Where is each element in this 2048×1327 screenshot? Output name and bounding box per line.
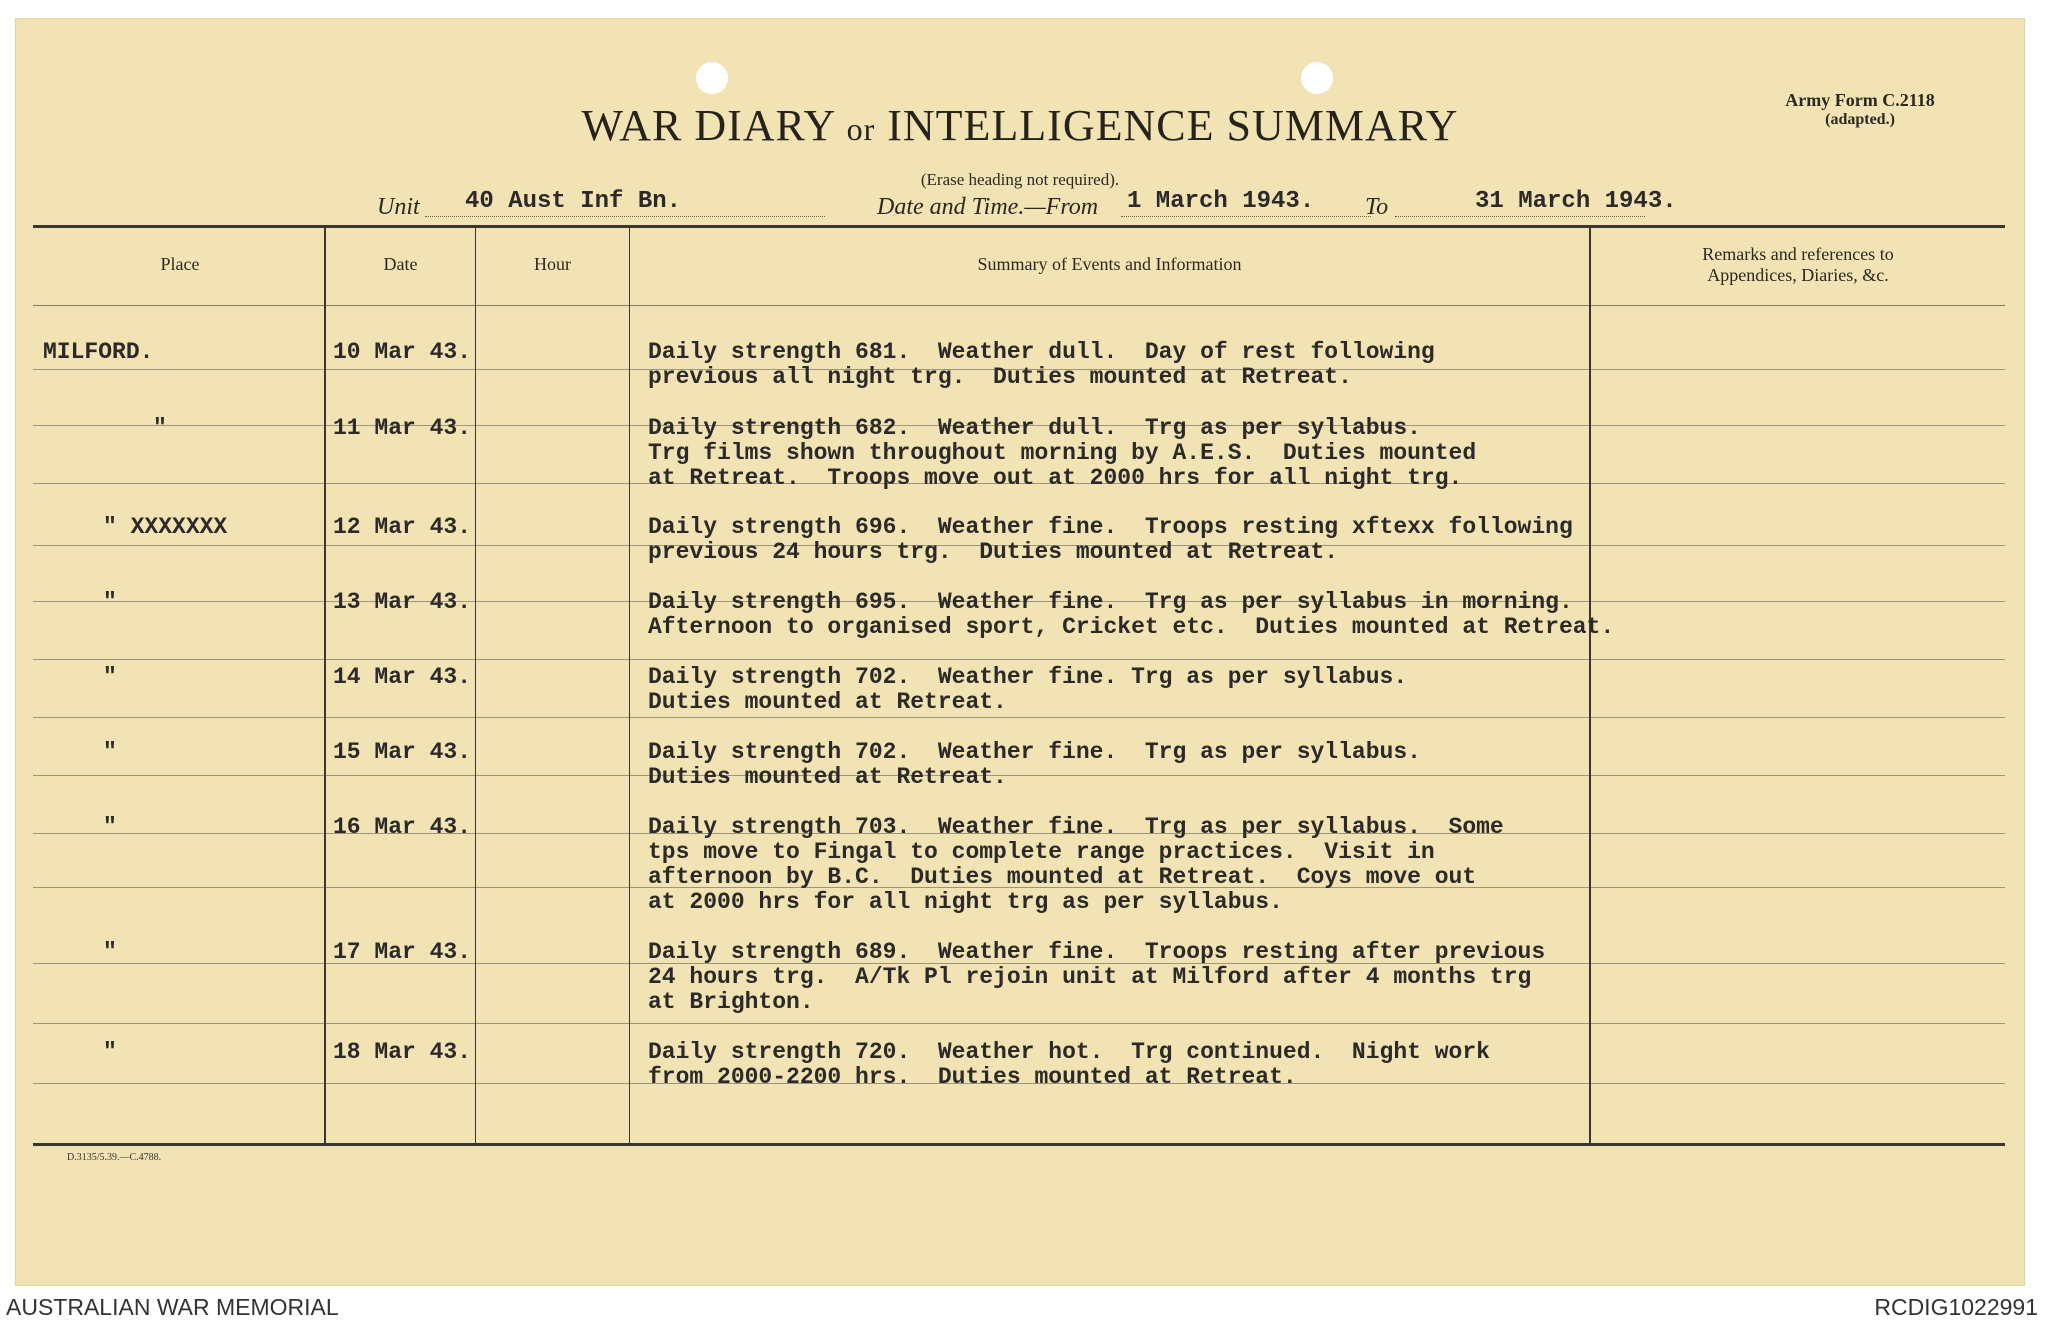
entry-date: 12 Mar 43. [333, 514, 472, 540]
entry-summary: Daily strength 702. Weather fine. Trg as per syllabus. Duties mounted at Retreat. [648, 664, 1408, 715]
header-rule [33, 305, 2005, 306]
unit-label: Unit [377, 194, 420, 220]
army-form-label: Army Form C.2118 (adapted.) [1785, 90, 1935, 128]
column-rule [629, 227, 630, 1143]
row-rule [33, 717, 2005, 718]
entry-place: " XXXXXXX [103, 514, 228, 540]
unit-dotted-line [425, 216, 825, 217]
entry-place: " [103, 739, 117, 765]
col-header-place: Place [160, 254, 200, 274]
entry-place: " [103, 589, 117, 615]
entry-date: 17 Mar 43. [333, 939, 472, 965]
archive-credit: AUSTRALIAN WAR MEMORIAL [6, 1294, 339, 1320]
col-header-remarks: Remarks and references to Appendices, Diaries, &c. [1702, 244, 1894, 285]
column-rule [324, 227, 326, 1143]
entry-summary: Daily strength 720. Weather hot. Trg continued. Night work from 2000-2200 hrs. Duties mounted at Retreat. [648, 1039, 1490, 1090]
row-rule [33, 1023, 2005, 1024]
entry-summary: Daily strength 689. Weather fine. Troops resting after previous 24 hours trg. A/Tk Pl rejoin unit at Milford after 4 months trg at Brighton. [648, 939, 1546, 1015]
col-header-summary: Summary of Events and Information [977, 254, 1242, 274]
punch-hole [696, 62, 728, 94]
entry-place: " [103, 664, 117, 690]
diary-page [15, 18, 2025, 1286]
table-bottom-rule [33, 1143, 2005, 1146]
entry-summary: Daily strength 702. Weather fine. Trg as per syllabus. Duties mounted at Retreat. [648, 739, 1421, 790]
to-dotted-line [1395, 216, 1645, 217]
entry-place: " [103, 1039, 117, 1065]
from-dotted-line [1121, 216, 1371, 217]
entry-summary: Daily strength 681. Weather dull. Day of rest following previous all night trg. Duties mounted at Retreat. [648, 339, 1435, 390]
entry-place: " [153, 415, 167, 441]
entry-date: 18 Mar 43. [333, 1039, 472, 1065]
entry-summary: Daily strength 695. Weather fine. Trg as per syllabus in morning. Afternoon to organised sport, Cricket etc. Duties mounted at Retreat. [648, 589, 1615, 640]
entry-date: 14 Mar 43. [333, 664, 472, 690]
entry-date: 10 Mar 43. [333, 339, 472, 365]
entry-summary: Daily strength 703. Weather fine. Trg as per syllabus. Some tps move to Fingal to complete range practices. Visit in afternoon by B.C. Duties mounted at Retreat. Coys move out at 2000 hrs for all night trg as per syllabus. [648, 814, 1504, 915]
entry-place: " [103, 939, 117, 965]
col-header-date: Date [383, 254, 418, 274]
to-date: 31 March 1943. [1475, 188, 1677, 215]
entry-date: 13 Mar 43. [333, 589, 472, 615]
entry-date: 16 Mar 43. [333, 814, 472, 840]
column-rule [475, 227, 476, 1143]
punch-hole [1301, 62, 1333, 94]
entry-place: MILFORD. [43, 339, 154, 365]
entry-place: " [103, 814, 117, 840]
entry-summary: Daily strength 682. Weather dull. Trg as per syllabus. Trg films shown throughout morning by A.E.S. Duties mounted at Retreat. Troops move out at 2000 hrs for all night trg. [648, 415, 1477, 491]
col-header-hour: Hour [534, 254, 571, 274]
datetime-label: Date and Time.—From [877, 194, 1099, 220]
unit-value: 40 Aust Inf Bn. [465, 188, 682, 215]
form-title: WAR DIARY or INTELLIGENCE SUMMARY [581, 101, 1459, 150]
row-rule [33, 659, 2005, 660]
from-date: 1 March 1943. [1127, 188, 1315, 215]
entry-date: 11 Mar 43. [333, 415, 472, 441]
entry-date: 15 Mar 43. [333, 739, 472, 765]
record-id: RCDIG1022991 [1874, 1294, 2038, 1320]
print-code: D.3135/5.39.—C.4788. [67, 1152, 162, 1163]
table-top-rule [33, 225, 2005, 228]
column-rule [1589, 227, 1591, 1143]
to-label: To [1365, 194, 1389, 220]
form-subtitle: (Erase heading not required). [920, 170, 1120, 189]
entry-summary: Daily strength 696. Weather fine. Troops resting xftexx following previous 24 hours trg. Duties mounted at Retreat. [648, 514, 1573, 565]
